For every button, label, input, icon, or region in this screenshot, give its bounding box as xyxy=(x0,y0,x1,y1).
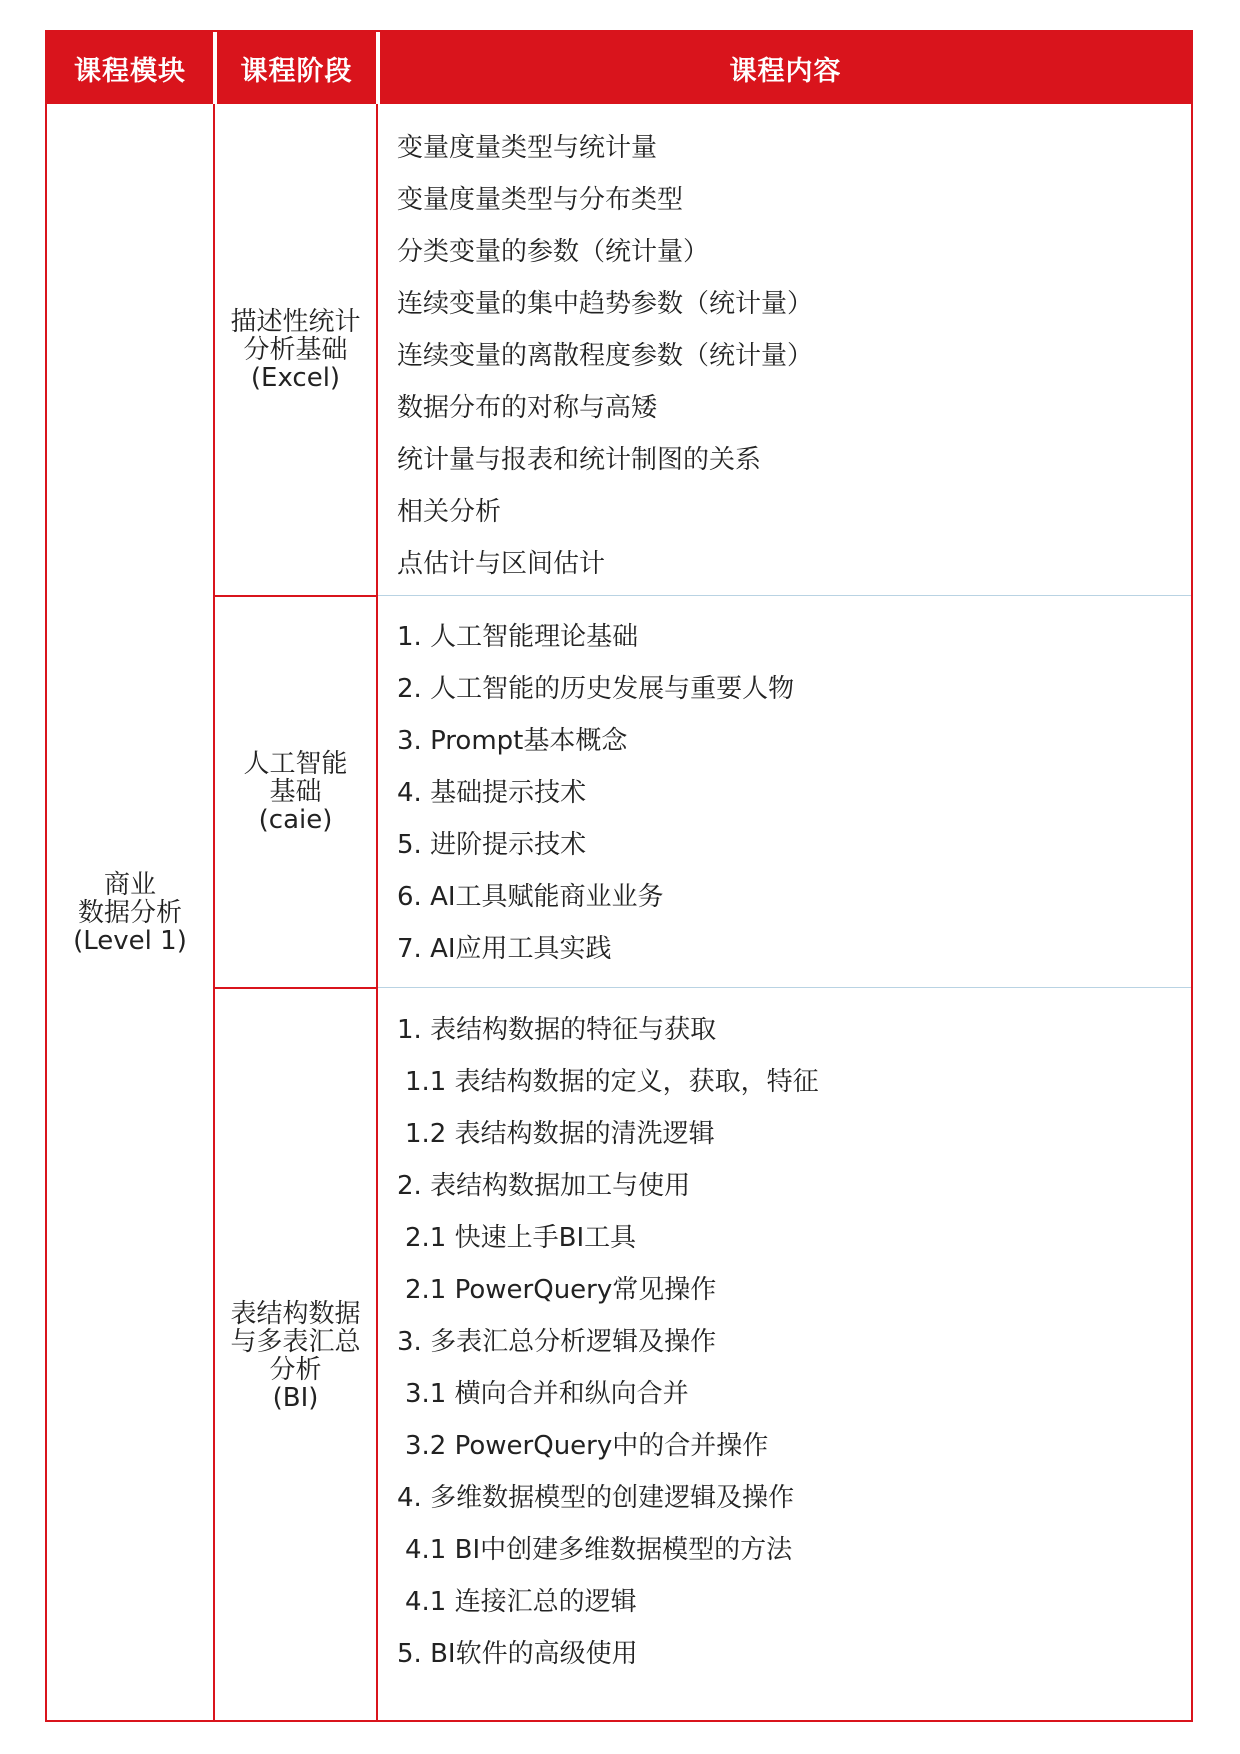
list-item: 4.1 连接汇总的逻辑 xyxy=(405,1587,637,1617)
stage-name-line3: 分析 xyxy=(269,1354,322,1385)
list-item: 3.2 PowerQuery中的合并操作 xyxy=(405,1431,769,1461)
list-item: 统计量与报表和统计制图的关系 xyxy=(397,445,762,475)
header-module: 课程模块 xyxy=(74,55,186,87)
module-name-line2: 数据分析 xyxy=(77,898,182,928)
stage-name-line4: (BI) xyxy=(272,1382,319,1413)
list-item: 数据分布的对称与高矮 xyxy=(397,393,658,423)
list-item: 3. Prompt基本概念 xyxy=(397,726,628,756)
list-item: 3.1 横向合并和纵向合并 xyxy=(405,1379,689,1409)
stage-name-line2: 基础 xyxy=(269,777,322,807)
module-cell xyxy=(47,104,213,1722)
list-item: 4.1 BI中创建多维数据模型的方法 xyxy=(405,1535,793,1565)
list-item: 1. 人工智能理论基础 xyxy=(397,622,639,652)
list-item: 连续变量的集中趋势参数（统计量） xyxy=(397,289,814,319)
stage-cell-table-data-bi xyxy=(215,989,376,1722)
list-item: 2. 表结构数据加工与使用 xyxy=(397,1171,691,1201)
list-item: 变量度量类型与统计量 xyxy=(397,133,658,163)
list-item: 1.2 表结构数据的清洗逻辑 xyxy=(405,1119,715,1149)
list-item: 4. 基础提示技术 xyxy=(397,778,587,808)
course-table xyxy=(45,30,1193,1722)
list-item: 1.1 表结构数据的定义，获取，特征 xyxy=(405,1067,819,1097)
list-item: 1. 表结构数据的特征与获取 xyxy=(397,1015,717,1045)
stage-cell-descriptive-statistics xyxy=(215,104,376,595)
list-item: 点估计与区间估计 xyxy=(397,549,606,579)
stage-name-line1: 表结构数据 xyxy=(230,1298,361,1329)
stage-name-line2: 与多表汇总 xyxy=(230,1326,361,1357)
list-item: 5. BI软件的高级使用 xyxy=(397,1639,638,1669)
module-name-line3: (Level 1) xyxy=(73,926,187,956)
list-item: 7. AI应用工具实践 xyxy=(397,934,612,964)
header-stage: 课程阶段 xyxy=(240,55,353,87)
list-item: 6. AI工具赋能商业业务 xyxy=(397,882,664,912)
content-list-descriptive-statistics xyxy=(397,122,813,590)
list-item: 变量度量类型与分布类型 xyxy=(397,185,684,215)
row-divider xyxy=(378,595,1191,596)
list-item: 2. 人工智能的历史发展与重要人物 xyxy=(397,674,795,704)
stage-name-line1: 描述性统计 xyxy=(230,306,361,337)
list-item: 3. 多表汇总分析逻辑及操作 xyxy=(397,1327,717,1357)
content-list-ai-basics xyxy=(397,611,794,975)
list-item: 2.1 快速上手BI工具 xyxy=(405,1223,637,1253)
list-item: 连续变量的离散程度参数（统计量） xyxy=(397,341,814,371)
list-item: 分类变量的参数（统计量） xyxy=(397,237,710,267)
list-item: 5. 进阶提示技术 xyxy=(397,830,587,860)
stage-name-line2: 分析基础 xyxy=(243,334,348,365)
list-item: 4. 多维数据模型的创建逻辑及操作 xyxy=(397,1483,795,1513)
content-list-table-data-bi xyxy=(397,1004,819,1680)
table-header xyxy=(47,32,1191,104)
header-content: 课程内容 xyxy=(729,55,842,87)
module-name-line1: 商业 xyxy=(103,870,156,900)
stage-name-line3: (caie) xyxy=(258,805,333,835)
column-divider xyxy=(376,104,378,1722)
stage-cell-ai-basics xyxy=(215,597,376,987)
list-item: 相关分析 xyxy=(397,497,502,527)
stage-name-line1: 人工智能 xyxy=(243,749,348,779)
stage-name-line3: (Excel) xyxy=(250,362,341,393)
list-item: 2.1 PowerQuery常见操作 xyxy=(405,1275,717,1305)
row-divider xyxy=(378,987,1191,988)
